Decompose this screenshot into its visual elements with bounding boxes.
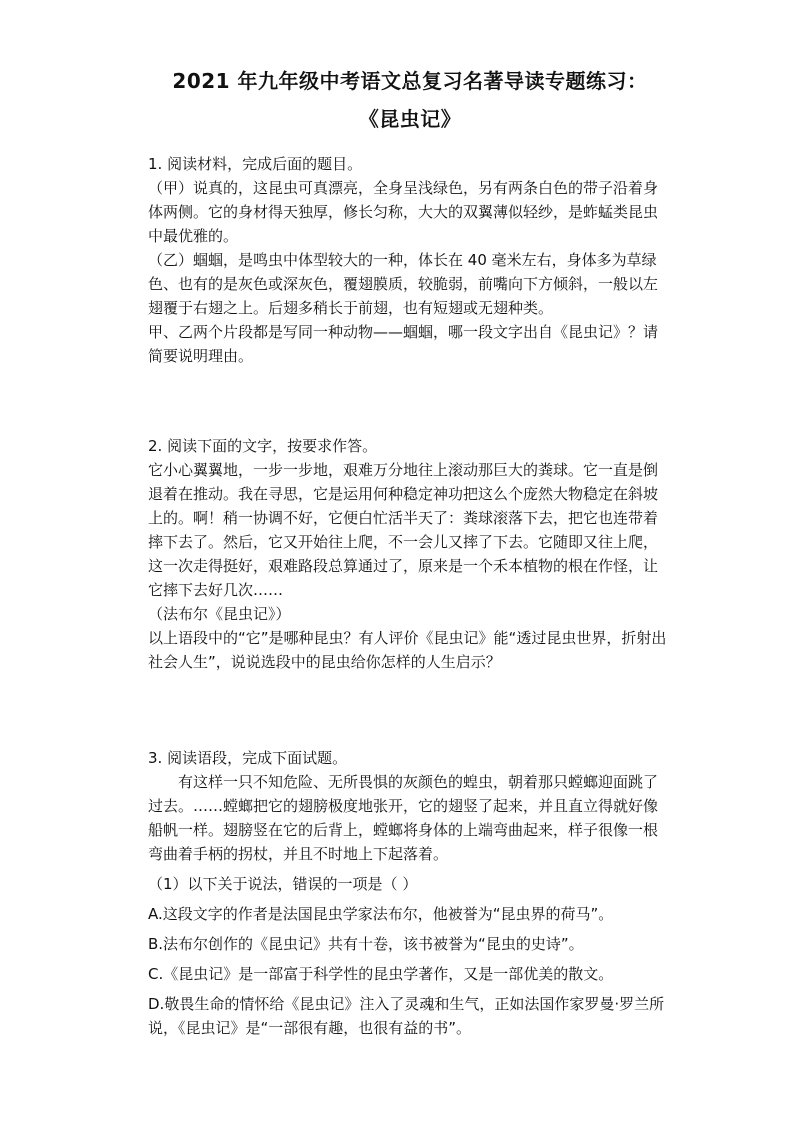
option-c: C.《昆虫记》是一部富于科学性的昆虫学著作，又是一部优美的散文。 <box>148 965 614 983</box>
question-1-passage-jia: （甲）说真的，这昆虫可真漂亮，全身呈浅绿色，另有两条白色的带子沿着身体两侧。它的身材得天独厚，修长匀称，大大的双翼薄似轻纱，是蚱蜢类昆虫中最优雅的。 <box>148 179 659 245</box>
question-1 <box>148 152 672 368</box>
question-1-passage-yi: （乙）蝈蝈，是鸣虫中体型较大的一种，体长在 40 毫米左右，身体多为草绿色、也有的是灰色或深灰色，覆翅膜质，较脆弱，前嘴向下方倾斜，一般以左翅覆于右翅之上。后翅多稍长于前翅，也有短翅或无翅种类。 <box>148 251 659 317</box>
page-subtitle: 《昆虫记》 <box>358 107 462 131</box>
question-1-heading: 1. 阅读材料，完成后面的题目。 <box>148 155 363 173</box>
question-3-passage: 有这样一只不知危险、无所畏惧的灰颜色的蝗虫，朝着那只螳螂迎面跳了过去。……螳螂把它的翅膀极度地张开，它的翅竖了起来，并且直立得就好像船帆一样。翅膀竖在它的后背上，螳螂将身体的上端弯曲起来，样子很像一根弯曲着手柄的拐杖，并且不时地上下起落着。 <box>148 773 659 863</box>
page-title: 2021 年九年级中考语文总复习名著导读专题练习： <box>172 69 648 93</box>
question-2 <box>148 434 672 674</box>
option-d: D.敬畏生命的情怀给《昆虫记》注入了灵魂和生气，正如法国作家罗曼·罗兰所说，《昆虫记》是“一部很有趣，也很有益的书”。 <box>148 995 665 1037</box>
question-3-heading: 3. 阅读语段，完成下面试题。 <box>148 749 348 767</box>
answer-space-2 <box>148 674 672 746</box>
question-3-sub-1: （1）以下关于说法，错误的一项是（ ） <box>148 875 418 893</box>
question-2-prompt: 以上语段中的“它”是哪种昆虫？有人评价《昆虫记》能“透过昆虫世界，折射出社会人生”，说说选段中的昆虫给你怎样的人生启示？ <box>148 629 667 671</box>
question-2-source: （法布尔《昆虫记》） <box>148 605 291 623</box>
question-2-passage: 它小心翼翼地，一步一步地，艰难万分地往上滚动那巨大的粪球。它一直是倒退着在推动。我在寻思，它是运用何种稳定神功把这么个庞然大物稳定在斜坡上的。啊！稍一协调不好，它便白忙活半天了：粪球滚落下去，把它也连带着摔下去了。然后，它又开始往上爬，不一会儿又摔了下去。它随即又往上爬，这一次走得挺好，艰难路段总算通过了，原来是一个禾本植物的根在作怪，让它摔下去好几次…… <box>148 461 659 599</box>
question-1-prompt: 甲、乙两个片段都是写同一种动物——蝈蝈，哪一段文字出自《昆虫记》？请简要说明理由。 <box>148 323 659 365</box>
answer-space-1 <box>148 368 672 434</box>
question-3 <box>148 746 672 1040</box>
option-a: A.这段文字的作者是法国昆虫学家法布尔，他被誉为“昆虫界的荷马”。 <box>148 905 614 923</box>
question-2-heading: 2. 阅读下面的文字，按要求作答。 <box>148 437 378 455</box>
option-b: B.法布尔创作的《昆虫记》共有十卷，该书被誉为“昆虫的史诗”。 <box>148 935 584 953</box>
